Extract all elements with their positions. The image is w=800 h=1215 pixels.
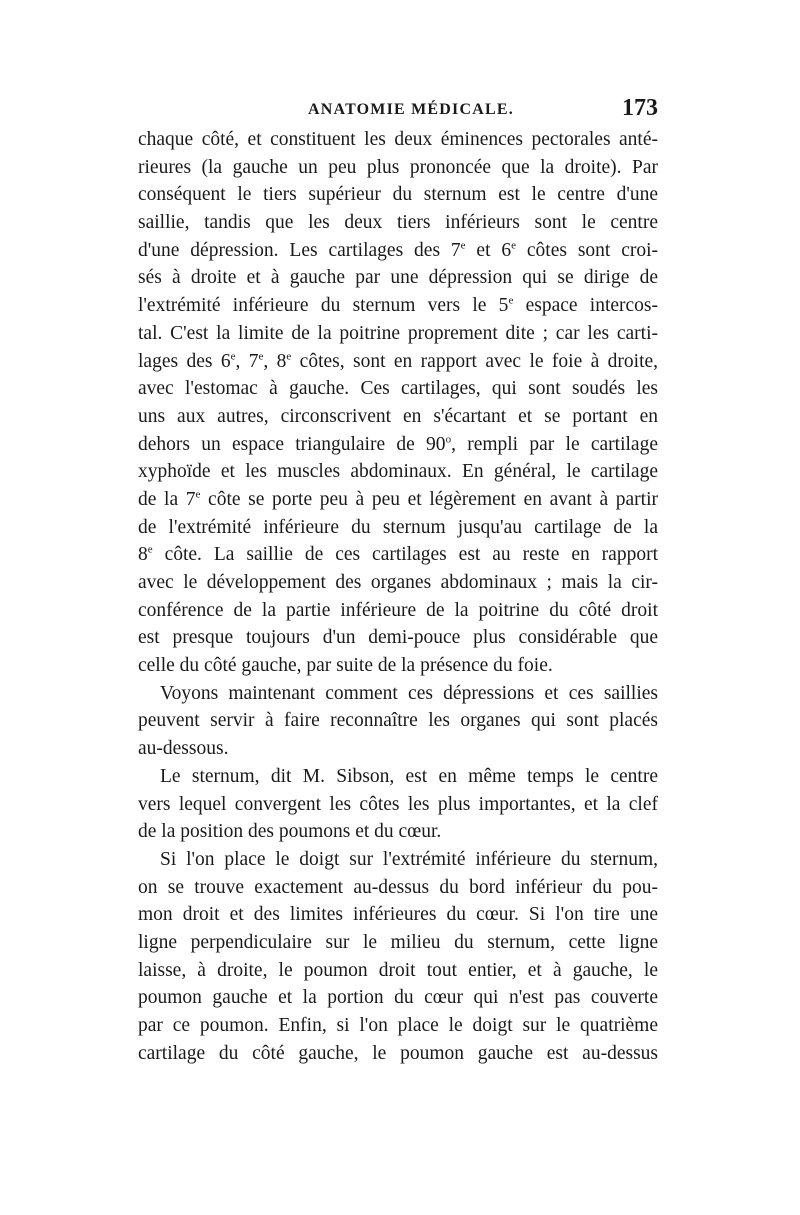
text-line <box>138 541 658 569</box>
text-line <box>138 707 658 735</box>
text-line <box>138 929 658 957</box>
text-segment: de la 7 <box>138 488 196 510</box>
text-segment: côte se porte peu à peu et légèrement en avant à partir <box>200 488 658 510</box>
text-segment: d'une dépression. Les cartilages des 7 <box>138 239 461 261</box>
text-line <box>138 514 658 542</box>
text-line <box>138 458 658 486</box>
text-segment: côte. La saillie de ces cartilages est au reste en rapport <box>152 544 658 566</box>
text-segment: au-dessous. <box>138 738 229 760</box>
text-segment: saillie, tandis que les deux tiers inférieurs sont le centre <box>138 212 658 234</box>
text-segment: côtes sont croi- <box>516 239 659 261</box>
text-segment: poumon gauche et la portion du cœur qui n'est pas couverte <box>138 987 658 1009</box>
text-line <box>138 181 658 209</box>
text-line <box>138 348 658 376</box>
text-line <box>138 957 658 985</box>
text-segment: avec le développement des organes abdominaux ; mais la cir- <box>138 572 658 593</box>
text-line <box>138 320 658 348</box>
text-segment: sés à droite et à gauche par une dépression qui se dirige de <box>138 267 658 289</box>
text-segment: est presque toujours d'un demi-pouce plus considérable que <box>138 627 658 649</box>
text-line <box>138 264 658 292</box>
page-header <box>138 95 658 123</box>
text-line <box>138 375 658 403</box>
text-line <box>138 237 658 265</box>
text-line <box>138 652 658 680</box>
text-segment: laisse, à droite, le poumon droit tout entier, et à gauche, le <box>138 959 658 981</box>
text-segment: conséquent le tiers supérieur du sternum est le centre d'une <box>138 184 658 206</box>
superscript: o <box>445 433 452 446</box>
text-line <box>138 624 658 652</box>
text-segment: avec l'estomac à gauche. Ces cartilages, qui sont soudés les <box>138 378 658 400</box>
text-segment: de la position des poumons et du cœur. <box>138 821 442 843</box>
text-segment: lages des 6 <box>138 350 231 372</box>
text-segment: peuvent servir à faire reconnaître les organes qui sont placés <box>138 710 658 732</box>
superscript: e <box>508 294 514 307</box>
text-segment: uns aux autres, circonscrivent en s'écartant et se portant en <box>138 405 658 427</box>
text-segment: et 6 <box>465 239 512 261</box>
text-segment: , 8 <box>263 350 287 372</box>
text-segment: ligne perpendiculaire sur le milieu du sternum, cette ligne <box>138 931 658 953</box>
text-segment: tal. C'est la limite de la poitrine proprement dite ; car les carti- <box>138 322 658 344</box>
superscript: e <box>286 350 292 362</box>
text-segment: l'extrémité inférieure du sternum vers le 5 <box>138 295 509 317</box>
text-segment: Voyons maintenant comment ces dépressions et ces saillies <box>160 682 658 704</box>
superscript: e <box>258 350 264 362</box>
text-segment: cartilage du côté gauche, le poumon gauche est au-dessus <box>138 1042 658 1064</box>
text-segment: , rempli par le cartilage <box>451 433 658 455</box>
text-line <box>138 403 658 431</box>
text-line <box>138 735 658 763</box>
text-line <box>138 486 658 514</box>
text-segment: par ce poumon. Enfin, si l'on place le doigt sur le quatrième <box>138 1015 658 1036</box>
text-segment: conférence de la partie inférieure de la poitrine du côté droit <box>138 599 658 621</box>
text-segment: côtes, sont en rapport avec le foie à droite, <box>291 350 659 372</box>
text-line <box>138 901 658 929</box>
text-line <box>138 680 658 708</box>
text-segment: rieures (la gauche un peu plus prononcée que la droite). Par <box>138 156 658 178</box>
text-segment: vers lequel convergent les côtes les plus importantes, et la clef <box>138 793 658 815</box>
page-number: 173 <box>622 95 658 121</box>
text-line <box>138 431 658 459</box>
text-segment: mon droit et des limites inférieures du cœur. Si l'on tire une <box>138 904 658 926</box>
text-line <box>138 763 658 791</box>
running-head: ANATOMIE MÉDICALE. <box>308 101 514 118</box>
text-segment: Le sternum, dit M. Sibson, est en même temps le centre <box>160 765 658 787</box>
text-segment: xyphoïde et les muscles abdominaux. En général, le cartilage <box>138 461 658 483</box>
text-segment: on se trouve exactement au-dessus du bord inférieur du pou- <box>138 876 658 898</box>
text-line <box>138 154 658 182</box>
superscript: e <box>511 239 517 252</box>
text-line <box>138 1012 658 1040</box>
body-text <box>138 126 658 1067</box>
text-line <box>138 126 658 154</box>
text-line <box>138 209 658 237</box>
text-line <box>138 791 658 819</box>
text-line <box>138 292 658 320</box>
text-line <box>138 597 658 625</box>
text-line <box>138 846 658 874</box>
text-segment: dehors un espace triangulaire de 90 <box>138 433 446 455</box>
text-line <box>138 874 658 902</box>
text-segment: 8 <box>138 544 148 566</box>
text-segment: chaque côté, et constituent les deux éminences pectorales anté- <box>138 129 658 150</box>
text-line <box>138 569 658 597</box>
text-line <box>138 984 658 1012</box>
text-segment: de l'extrémité inférieure du sternum jusqu'au cartilage de la <box>138 516 658 538</box>
text-segment: espace intercos- <box>513 295 658 317</box>
superscript: e <box>230 350 236 362</box>
text-segment: celle du côté gauche, par suite de la présence du foie. <box>138 655 553 677</box>
superscript: e <box>147 543 153 556</box>
text-segment: Si l'on place le doigt sur l'extrémité inférieure du sternum, <box>160 848 658 870</box>
text-line <box>138 1040 658 1068</box>
text-line <box>138 818 658 846</box>
text-segment: , 7 <box>235 350 259 372</box>
superscript: e <box>195 488 201 501</box>
superscript: e <box>460 239 466 252</box>
